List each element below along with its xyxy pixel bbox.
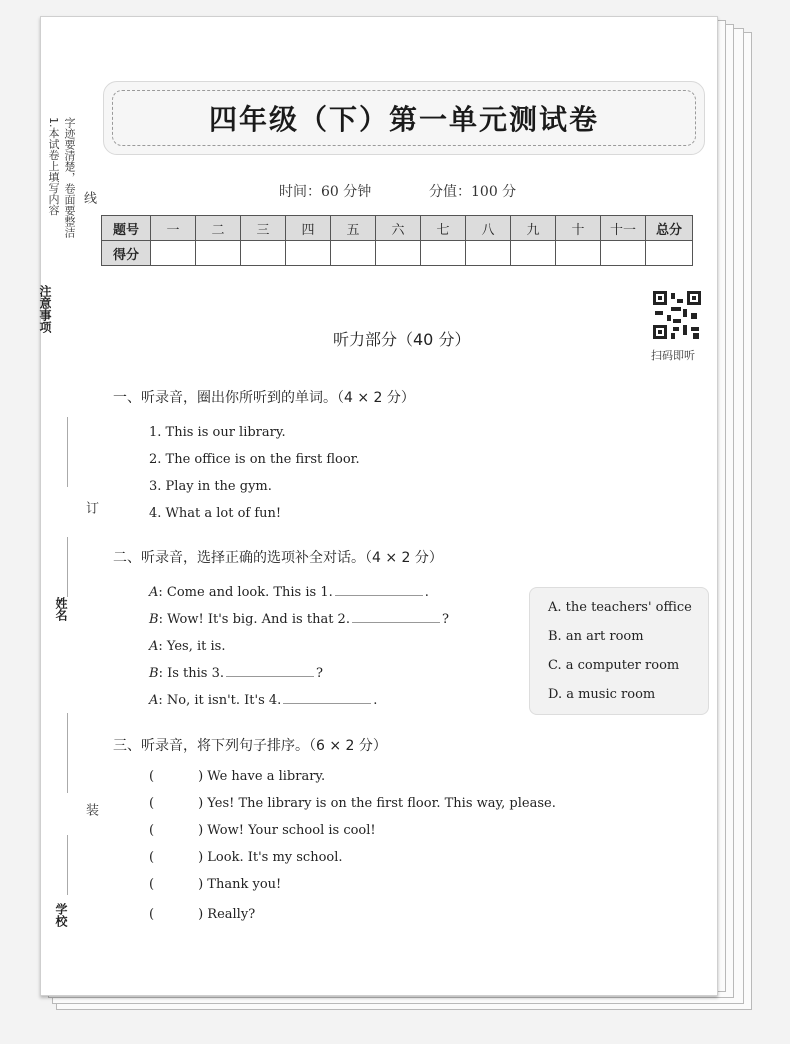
dialog-punct: ? bbox=[315, 666, 323, 681]
ordering-item bbox=[149, 877, 281, 892]
dialog-line bbox=[149, 666, 323, 681]
answer-blank-1[interactable] bbox=[335, 585, 423, 596]
ordering-text: Thank you! bbox=[207, 877, 282, 892]
section1-item: 3. Play in the gym. bbox=[149, 479, 272, 494]
dialog-text: : Is this 3. bbox=[158, 666, 224, 681]
margin-divider-4 bbox=[67, 835, 68, 895]
score-table bbox=[101, 215, 693, 266]
bind-label: 订 bbox=[83, 501, 98, 514]
score-table-row2-label: 得分 bbox=[102, 241, 151, 266]
side-instructions-2: 字迹要清楚，卷面要整洁 bbox=[63, 117, 76, 238]
score-table-row1-label: 题号 bbox=[102, 216, 151, 241]
score-col-header: 二 bbox=[196, 216, 241, 241]
score-cell[interactable] bbox=[421, 241, 466, 266]
score-col-header: 一 bbox=[151, 216, 196, 241]
section1-item: 2. The office is on the first floor. bbox=[149, 452, 360, 467]
dialog-speaker: B bbox=[149, 666, 159, 681]
qr-caption: 扫码即听 bbox=[651, 349, 695, 362]
score-cell[interactable] bbox=[601, 241, 646, 266]
ordering-item bbox=[149, 850, 343, 865]
order-answer-slot[interactable]: ( ) bbox=[149, 769, 204, 784]
dialog-line bbox=[149, 612, 449, 627]
margin-divider-3 bbox=[67, 713, 68, 793]
exam-total-score: 分值：100 分 bbox=[429, 184, 517, 200]
dialog-punct: . bbox=[424, 585, 429, 600]
score-cell[interactable] bbox=[286, 241, 331, 266]
dialog-punct: ? bbox=[441, 612, 449, 627]
options-box bbox=[529, 587, 709, 715]
margin-divider-2 bbox=[67, 537, 68, 597]
score-col-header: 八 bbox=[466, 216, 511, 241]
score-col-header: 九 bbox=[511, 216, 556, 241]
section1-title: 一、听录音，圈出你所听到的单词。（4 × 2 分） bbox=[113, 390, 415, 406]
ordering-text: Really? bbox=[207, 907, 256, 922]
score-col-header: 三 bbox=[241, 216, 286, 241]
score-cell[interactable] bbox=[241, 241, 286, 266]
qr-code-icon[interactable] bbox=[653, 291, 701, 339]
notes-title: 注意事项 bbox=[38, 285, 52, 333]
score-cell[interactable] bbox=[511, 241, 556, 266]
dialog-speaker: B bbox=[149, 612, 159, 627]
dialog-punct: . bbox=[373, 693, 378, 708]
score-table-score-row bbox=[102, 241, 693, 266]
score-col-header: 四 bbox=[286, 216, 331, 241]
score-col-header: 五 bbox=[331, 216, 376, 241]
score-cell[interactable] bbox=[151, 241, 196, 266]
dialog-text: : Come and look. This is 1. bbox=[158, 585, 333, 600]
ordering-text: Wow! Your school is cool! bbox=[207, 823, 376, 838]
margin-divider-1 bbox=[67, 417, 68, 487]
side-line-label: 线 bbox=[81, 191, 96, 204]
score-col-header: 六 bbox=[376, 216, 421, 241]
exam-time: 时间：60 分钟 bbox=[279, 184, 372, 200]
dialog-speaker: A bbox=[149, 585, 159, 600]
ordering-item bbox=[149, 796, 556, 811]
score-col-header: 十一 bbox=[601, 216, 646, 241]
school-label: 学校 bbox=[54, 903, 68, 927]
side-instructions-1: 1.本试卷上填写内容 bbox=[47, 117, 60, 216]
name-label: 姓名 bbox=[54, 597, 68, 621]
title-banner bbox=[103, 81, 705, 155]
score-cell[interactable] bbox=[331, 241, 376, 266]
section1-item: 4. What a lot of fun! bbox=[149, 506, 282, 521]
install-label: 装 bbox=[83, 803, 98, 816]
option-item: D. a music room bbox=[548, 687, 656, 702]
score-cell[interactable] bbox=[466, 241, 511, 266]
order-answer-slot[interactable]: ( ) bbox=[149, 823, 204, 838]
answer-blank-3[interactable] bbox=[226, 666, 314, 677]
option-item: B. an art room bbox=[548, 629, 644, 644]
dialog-line bbox=[149, 585, 429, 600]
option-item: A. the teachers' office bbox=[548, 600, 692, 615]
ordering-text: We have a library. bbox=[207, 769, 326, 784]
answer-blank-2[interactable] bbox=[352, 612, 440, 623]
score-cell[interactable] bbox=[646, 241, 693, 266]
score-col-header: 七 bbox=[421, 216, 466, 241]
section3-title: 三、听录音，将下列句子排序。（6 × 2 分） bbox=[113, 738, 387, 754]
score-cell[interactable] bbox=[556, 241, 601, 266]
score-cell[interactable] bbox=[376, 241, 421, 266]
dialog-speaker: A bbox=[149, 693, 159, 708]
score-table-header-row bbox=[102, 216, 693, 241]
order-answer-slot[interactable]: ( ) bbox=[149, 850, 204, 865]
answer-blank-4[interactable] bbox=[283, 693, 371, 704]
ordering-text: Yes! The library is on the first floor. This way, please. bbox=[207, 796, 556, 811]
ordering-text: Look. It's my school. bbox=[207, 850, 343, 865]
score-col-header-total: 总分 bbox=[646, 216, 693, 241]
listening-heading: 听力部分（40 分） bbox=[333, 330, 471, 349]
ordering-item bbox=[149, 769, 325, 784]
ordering-item bbox=[149, 823, 376, 838]
order-answer-slot[interactable]: ( ) bbox=[149, 907, 204, 922]
dialog-text: : Wow! It's big. And is that 2. bbox=[158, 612, 350, 627]
ordering-item bbox=[149, 907, 255, 922]
dialog-text: : No, it isn't. It's 4. bbox=[158, 693, 282, 708]
exam-title: 四年级（下）第一单元测试卷 bbox=[112, 90, 696, 146]
score-col-header: 十 bbox=[556, 216, 601, 241]
section2-title: 二、听录音，选择正确的选项补全对话。（4 × 2 分） bbox=[113, 550, 443, 566]
order-answer-slot[interactable]: ( ) bbox=[149, 796, 204, 811]
dialog-speaker: A bbox=[149, 639, 159, 654]
section1-item: 1. This is our library. bbox=[149, 425, 286, 440]
option-item: C. a computer room bbox=[548, 658, 680, 673]
order-answer-slot[interactable]: ( ) bbox=[149, 877, 204, 892]
score-cell[interactable] bbox=[196, 241, 241, 266]
dialog-text: : Yes, it is. bbox=[158, 639, 226, 654]
dialog-line bbox=[149, 639, 225, 654]
exam-page bbox=[40, 16, 718, 996]
dialog-line bbox=[149, 693, 377, 708]
